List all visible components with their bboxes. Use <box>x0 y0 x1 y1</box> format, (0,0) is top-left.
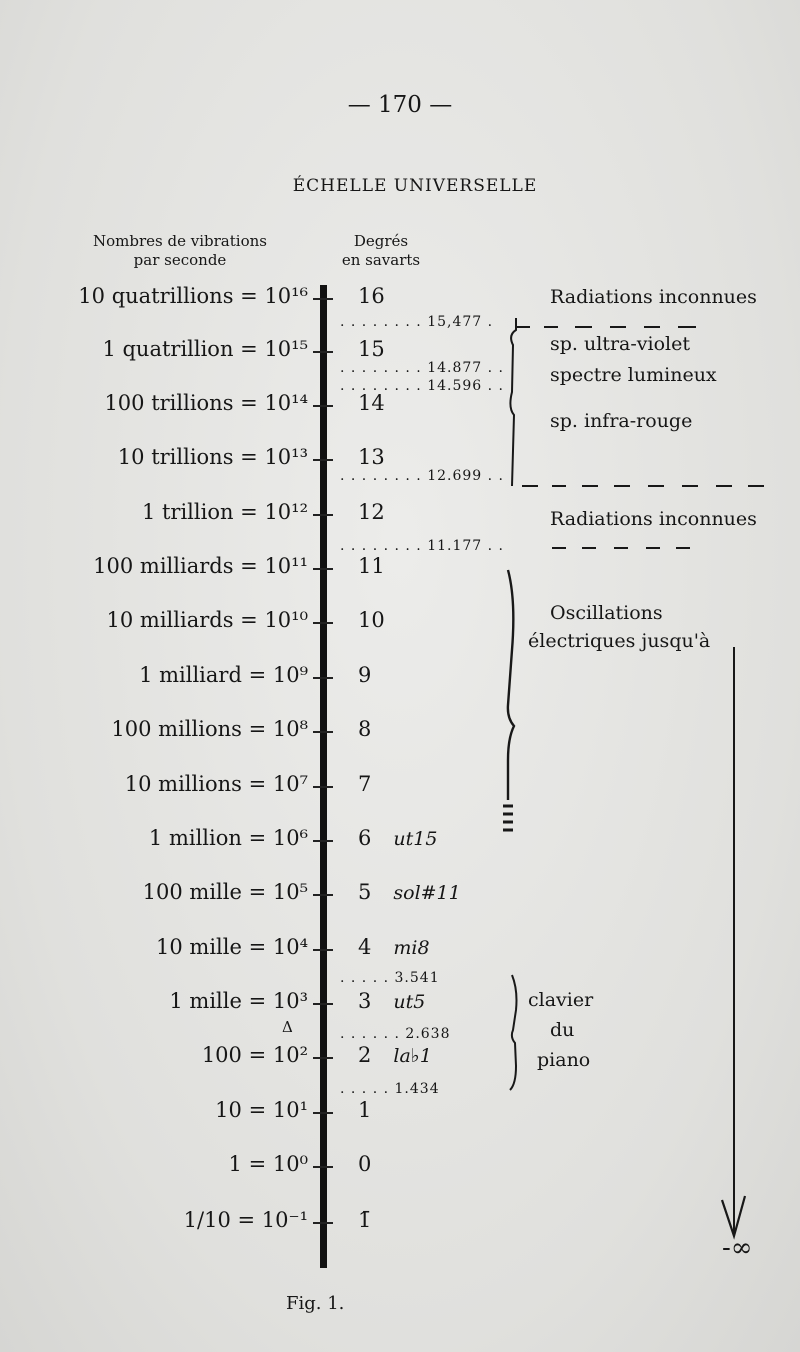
vibration-count-label: 1 <box>228 1152 242 1176</box>
savart-degree-value: 4 <box>358 935 372 959</box>
savart-degree-value: 1 <box>358 1098 372 1122</box>
range-label-piano-1: clavier <box>528 989 594 1011</box>
dotted-value: . . . . . . . . 11.177 . . <box>340 538 505 554</box>
savart-degree-value: 10 <box>358 608 385 632</box>
equals-sign: = <box>241 1043 273 1067</box>
power-of-ten: 10² <box>272 1043 308 1067</box>
power-of-ten: 10³ <box>272 989 308 1013</box>
savart-degree-value: 11 <box>358 554 385 578</box>
range-label-electric-1: Oscillations <box>550 602 663 624</box>
vibration-count-label: 1 quatrillion <box>102 337 234 361</box>
vibrations-header-line2: par seconde <box>133 251 227 269</box>
power-of-ten: 10⁵ <box>272 880 308 904</box>
equals-sign: = <box>241 717 273 741</box>
equals-sign: = <box>233 337 265 361</box>
vibration-count-label: 10 trillions <box>117 445 234 469</box>
vibration-count-label: 10 <box>215 1098 242 1122</box>
power-of-ten: 10¹⁰ <box>264 608 308 632</box>
figure-title: ÉCHELLE UNIVERSELLE <box>292 176 538 196</box>
equals-sign: = <box>241 935 273 959</box>
power-of-ten: 10¹⁵ <box>264 337 308 361</box>
equals-sign: = <box>233 500 265 524</box>
vibration-count-label: 100 mille <box>142 880 242 904</box>
equals-sign: = <box>233 445 265 469</box>
vibration-count-label: 100 millions <box>111 717 242 741</box>
power-of-ten: 10⁻¹ <box>261 1208 308 1232</box>
savart-degree-value: 6 <box>358 826 372 850</box>
power-of-ten: 10¹⁴ <box>264 391 308 415</box>
vibration-count-label: 1 mille <box>169 989 242 1013</box>
range-label-visible: spectre lumineux <box>550 364 717 386</box>
dotted-value: . . . . . 3.541 <box>340 970 440 986</box>
page-number: — 170 — <box>347 92 453 118</box>
vibration-count-label: 1/10 <box>183 1208 231 1232</box>
equals-sign: = <box>233 284 265 308</box>
vibration-count-label: 10 quatrillions <box>78 284 234 308</box>
savart-degree-value: 3 <box>358 989 372 1013</box>
spectrum-brace <box>510 318 516 486</box>
vibration-count-label: 10 mille <box>156 935 242 959</box>
equals-sign: = <box>241 880 273 904</box>
degrees-header-line2: en savarts <box>341 251 421 269</box>
equals-sign: = <box>241 1098 273 1122</box>
savart-degree-value: 13 <box>358 445 385 469</box>
power-of-ten: 10⁶ <box>272 826 308 850</box>
range-label-ultraviolet: sp. ultra-violet <box>550 333 690 355</box>
musical-note: ut15 <box>393 828 438 850</box>
equals-sign: = <box>241 1152 273 1176</box>
equals-sign: = <box>241 772 273 796</box>
savart-degree-value: 7 <box>358 772 372 796</box>
savart-degree-value: 8 <box>358 717 372 741</box>
power-of-ten: 10¹² <box>264 500 308 524</box>
power-of-ten: 10⁴ <box>272 935 308 959</box>
savart-degree-value: 5 <box>358 880 372 904</box>
dotted-value: . . . . . . . . 14.596 . . <box>340 378 505 394</box>
vibration-count-label: 10 millions <box>124 772 242 796</box>
power-of-ten: 10¹⁶ <box>264 284 308 308</box>
range-label-infrared: sp. infra-rouge <box>550 410 693 432</box>
vibration-count-label: 100 milliards <box>93 554 234 578</box>
range-label-piano-3: piano <box>537 1049 591 1071</box>
dotted-value: . . . . . . . . 14.877 . . <box>340 360 505 376</box>
vibration-count-label: 1 trillion <box>141 500 234 524</box>
equals-sign: = <box>233 554 265 578</box>
vibration-count-label: 10 milliards <box>106 608 234 632</box>
power-of-ten: 10⁷ <box>272 772 308 796</box>
electric-hatch <box>503 806 513 830</box>
range-label-unknown-mid: Radiations inconnues <box>550 508 757 530</box>
savart-degree-value: 9 <box>358 663 372 687</box>
electric-brace <box>508 570 514 800</box>
musical-note: ut5 <box>393 991 426 1013</box>
degrees-header-line1: Degrés <box>353 232 409 250</box>
equals-sign: = <box>241 663 273 687</box>
range-label-electric-2: électriques jusqu'à <box>528 630 711 652</box>
range-label-piano-2: du <box>550 1019 575 1041</box>
savart-degree-value: 16 <box>358 284 385 308</box>
power-of-ten: 10¹¹ <box>264 554 308 578</box>
savart-degree-value: 12 <box>358 500 385 524</box>
dotted-value: . . . . . . 2.638 <box>340 1026 451 1042</box>
minus-infinity-label: -∞ <box>722 1233 753 1263</box>
savart-degree-value: 14 <box>358 391 385 415</box>
dotted-value: . . . . . 1.434 <box>340 1081 440 1097</box>
equals-sign: = <box>241 826 273 850</box>
vibration-count-label: 1 million <box>148 826 242 850</box>
power-of-ten: 10⁹ <box>272 663 308 687</box>
savart-degree-value: 1̄ <box>358 1208 372 1232</box>
equals-sign: = <box>230 1208 262 1232</box>
delta-mark: Δ <box>282 1018 293 1036</box>
power-of-ten: 10⁸ <box>272 717 308 741</box>
power-of-ten: 10¹³ <box>264 445 308 469</box>
dotted-value: . . . . . . . . 15,477 . <box>340 314 494 330</box>
savart-degree-value: 0 <box>358 1152 372 1176</box>
equals-sign: = <box>233 608 265 632</box>
vibration-count-label: 100 trillions <box>104 391 234 415</box>
vibration-count-label: 100 <box>201 1043 242 1067</box>
equals-sign: = <box>241 989 273 1013</box>
musical-note: la♭1 <box>393 1045 432 1067</box>
power-of-ten: 10¹ <box>272 1098 308 1122</box>
range-label-unknown-top: Radiations inconnues <box>550 286 757 308</box>
equals-sign: = <box>233 391 265 415</box>
vibration-count-label: 1 milliard <box>139 663 242 687</box>
dotted-value: . . . . . . . . 12.699 . . <box>340 468 505 484</box>
power-of-ten: 10⁰ <box>272 1152 308 1176</box>
musical-note: mi8 <box>393 937 430 959</box>
figure-caption: Fig. 1. <box>286 1293 345 1314</box>
piano-brace <box>510 975 517 1090</box>
musical-note: sol#11 <box>393 882 461 904</box>
savart-degree-value: 15 <box>358 337 385 361</box>
vibrations-header-line1: Nombres de vibrations <box>93 232 267 250</box>
savart-degree-value: 2 <box>358 1043 372 1067</box>
